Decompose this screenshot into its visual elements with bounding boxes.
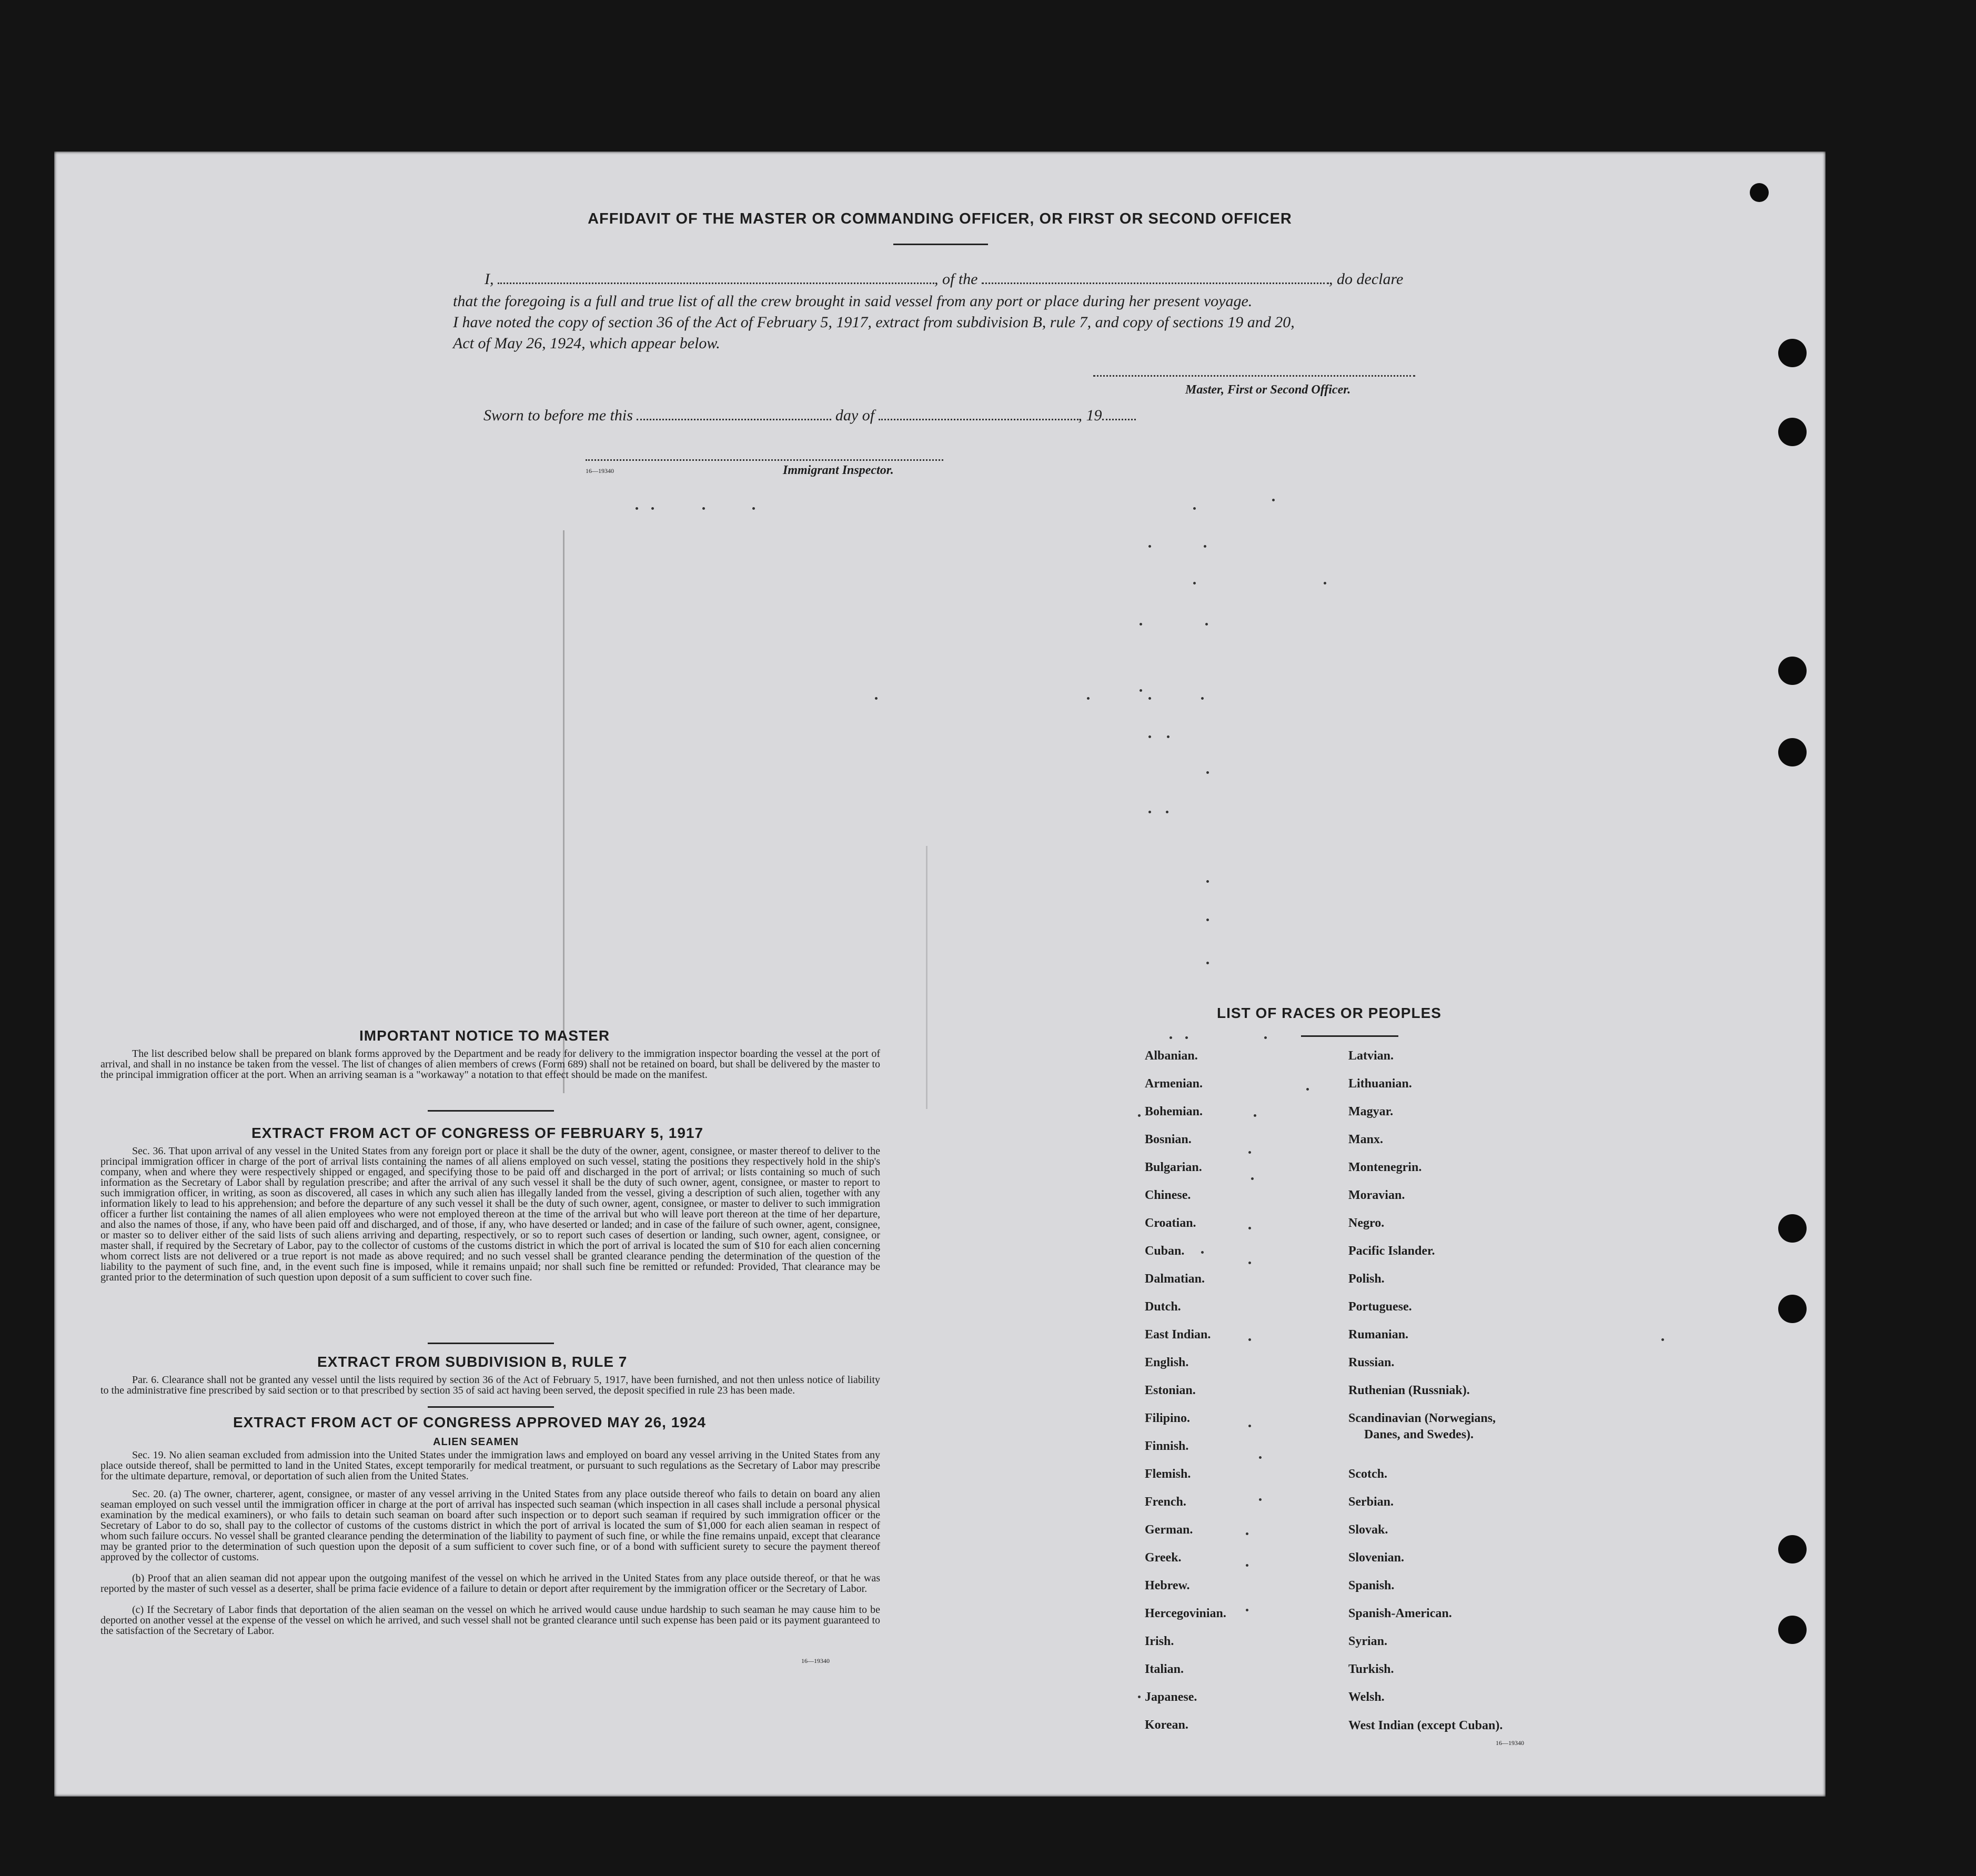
speck	[1264, 1036, 1267, 1039]
notice-title: IMPORTANT NOTICE TO MASTER	[359, 1027, 610, 1044]
speck	[1193, 507, 1196, 510]
race-right: Latvian.	[1348, 1049, 1394, 1063]
speck	[1272, 499, 1275, 501]
rule7-body: Par. 6. Clearance shall not be granted any vessel until the lists required by section 36 of the Act of February 5, 1917, have been furnished, and not then unless notice of liability to the administrative fine prescribed by said section or to that prescribed by section 35 of said act having been served, the deposit specified in rule 23 has been made.	[100, 1374, 880, 1396]
rule7-title: EXTRACT FROM SUBDIVISION B, RULE 7	[317, 1354, 628, 1370]
race-right: Slovenian.	[1348, 1551, 1405, 1565]
speck	[1138, 1696, 1141, 1698]
race-left: Hebrew.	[1145, 1579, 1190, 1592]
race-right: Slovak.	[1348, 1523, 1388, 1537]
speck	[1140, 689, 1142, 692]
of-label: , of the	[934, 270, 978, 288]
speck	[1087, 697, 1090, 700]
race-left: French.	[1145, 1495, 1186, 1509]
race-right: Spanish-American.	[1348, 1607, 1452, 1620]
declarant-name-field[interactable]	[498, 272, 934, 284]
affidavit-line: that the foregoing is a full and true list of all the crew brought in said vessel from any port or place during her present voyage.	[453, 293, 1253, 310]
speck	[1248, 1338, 1251, 1341]
race-left: Japanese.	[1145, 1690, 1197, 1704]
affidavit-line: Act of May 26, 1924, which appear below.	[453, 335, 720, 352]
affidavit-title: AFFIDAVIT OF THE MASTER OR COMMANDING OFFICER, OR FIRST OR SECOND OFFICER	[588, 210, 1292, 227]
speck	[1148, 811, 1151, 813]
race-left: Bohemian.	[1145, 1105, 1203, 1118]
divider	[428, 1343, 554, 1344]
race-right: Turkish.	[1348, 1662, 1394, 1676]
fold-mark	[563, 530, 564, 1093]
race-right: Scotch.	[1348, 1467, 1387, 1481]
speck	[1254, 1114, 1256, 1117]
speck	[1206, 771, 1209, 774]
race-left: Cuban.	[1145, 1244, 1185, 1258]
speck	[1148, 545, 1151, 548]
master-signature-field[interactable]	[1093, 375, 1415, 377]
punch-hole	[1778, 1616, 1807, 1644]
form-number: 16—19340	[801, 1657, 830, 1665]
race-right: Scandinavian (Norwegians,	[1348, 1411, 1496, 1425]
punch-hole	[1778, 657, 1807, 685]
punch-hole	[1778, 1295, 1807, 1323]
race-right: Polish.	[1348, 1272, 1385, 1286]
act1917-body: Sec. 36. That upon arrival of any vessel in the United States from any foreign port or place it shall be the duty of the owner, agent, consignee, or master thereof to deliver to the principal immigration officer in charge of the port of arrival lists containing the names of all aliens employed on such vessel, stating the positions they respectively hold in the ship's company, when and where they were respectively shipped or engaged, and specifying those to be paid off and discharged in the port of arrival; or lists containing so much of such information as the Secretary of Labor shall by regulation prescribe; and after the arrival of any such vessel it shall be the duty of such owner, agent, consignee, or master to report to such immigration officer, in writing, as soon as discovered, all cases in which any such alien has illegally landed from the vessel, giving a description of such alien, together with any information likely to lead to his apprehension; and before the departure of any such vessel it shall be the duty of such owner, agent, consignee, or master to deliver to such immigration officer a further list containing the names of all alien employees who were not employed thereon at the time of the arrival but who will leave port thereon at the time of her departure, and also the names of those, if any, who have been paid off and discharged, and of those, if any, who have deserted or landed; and in case of the failure of such owner, agent, consignee, or master so to deliver either of the said lists of such aliens arriving and departing, respectively, or so to report such cases of desertion or landing, such owner, agent, consignee, or master shall, if required by the Secretary of Labor, pay to the collector of customs of the customs district in which the port of arrival is located the sum of $10 for each alien concerning whom correct lists are not delivered or a true report is not made as above required; and no such vessel shall be granted clearance pending the determination of the question of the liability to the payment of such fine, and, in the event such fine is imposed, while it remains unpaid; nor shall such fine be remitted or refunded: Provided, That clearance may be granted prior to the determination of such question upon deposit of a sum sufficient to cover such fine.	[100, 1145, 880, 1283]
act1917-title: EXTRACT FROM ACT OF CONGRESS OF FEBRUARY 5, 1917	[251, 1125, 704, 1141]
act1924-sec20a: Sec. 20. (a) The owner, charterer, agent, consignee, or master of any vessel arriving in the United States from any place outside thereof who fails to detain on board any alien seaman employed on such vessel until the immigration officer in charge at the port of arrival has inspected such seaman (which inspection in all cases shall include a personal physical examination by the medical examiners), or who fails to detain such seaman on board after such inspection or to deport such seaman if required by such immigration officer or the Secretary of Labor to do so, shall pay to the collector of customs of the customs district in which the port of arrival is located the sum of $1,000 for each alien seaman in respect of whom such failure occurs. No vessel shall be granted clearance pending the determination of the liability to payment of such fine, or while the fine remains unpaid, except that clearance may be granted prior to the determination of such question upon the deposit of a sum sufficient to cover such fine, or of a bond with sufficient surety to secure the payment thereof approved by the collector of customs.	[100, 1488, 880, 1563]
race-left: Croatian.	[1145, 1216, 1196, 1230]
speck	[1167, 735, 1170, 738]
race-left: East Indian.	[1145, 1328, 1211, 1342]
day-of-label: day of	[835, 407, 875, 424]
race-left: Filipino.	[1145, 1411, 1191, 1425]
affidavit-declaration-line	[485, 270, 1403, 288]
punch-hole	[1778, 738, 1807, 766]
race-right: Spanish.	[1348, 1579, 1395, 1592]
speck	[1248, 1262, 1251, 1264]
race-right: Welsh.	[1348, 1690, 1385, 1704]
speck	[1248, 1425, 1251, 1427]
divider	[428, 1406, 554, 1408]
race-left: Italian.	[1145, 1662, 1184, 1676]
notice-body: The list described below shall be prepared on blank forms approved by the Department and be ready for delivery to the immigration inspector boarding the vessel at the port of arrival, and shall in no instance be taken from the vessel. The list of changes of alien members of crews (Form 689) shall not be retained on board, but shall be delivered by the master to the principal immigration officer at the port. When an arriving seaman is a "workaway" a notation to that effect should be made on the manifest.	[100, 1048, 880, 1081]
year-label: , 19	[1078, 407, 1102, 424]
sworn-line	[483, 407, 1136, 425]
race-right: Magyar.	[1348, 1105, 1394, 1118]
race-right: Moravian.	[1348, 1188, 1405, 1202]
speck	[1246, 1609, 1248, 1611]
speck	[1185, 1036, 1188, 1039]
race-left: Flemish.	[1145, 1467, 1191, 1481]
speck	[1251, 1177, 1254, 1180]
speck	[1193, 582, 1196, 584]
punch-hole	[1778, 1535, 1807, 1564]
fold-mark	[926, 846, 927, 1109]
race-right: Syrian.	[1348, 1635, 1388, 1648]
sworn-day-field[interactable]	[637, 408, 831, 420]
race-left: Bosnian.	[1145, 1133, 1192, 1146]
form-number: 16—19340	[586, 467, 614, 475]
race-right: Rumanian.	[1348, 1328, 1409, 1342]
race-left: Finnish.	[1145, 1439, 1189, 1453]
race-left: Estonian.	[1145, 1384, 1196, 1397]
race-left: English.	[1145, 1356, 1189, 1369]
speck	[1246, 1564, 1248, 1567]
speck	[1205, 623, 1208, 626]
speck	[1246, 1532, 1248, 1535]
race-left: Irish.	[1145, 1635, 1174, 1648]
speck	[1138, 1114, 1141, 1117]
race-right: Lithuanian.	[1348, 1077, 1412, 1091]
speck	[1661, 1338, 1664, 1341]
race-left: Chinese.	[1145, 1188, 1191, 1202]
race-right: Ruthenian (Russniak).	[1348, 1384, 1470, 1397]
vessel-name-field[interactable]	[982, 272, 1329, 284]
speck	[752, 507, 755, 510]
race-right: Portuguese.	[1348, 1300, 1412, 1314]
race-left: Albanian.	[1145, 1049, 1198, 1063]
speck	[1248, 1151, 1251, 1154]
punch-hole	[1778, 418, 1807, 446]
race-left: Korean.	[1145, 1718, 1188, 1732]
divider	[428, 1110, 554, 1112]
race-left: Armenian.	[1145, 1077, 1203, 1091]
speck	[1148, 735, 1151, 738]
speck	[651, 507, 654, 510]
speck	[1148, 697, 1151, 700]
sworn-label: Sworn to before me this	[483, 407, 633, 424]
sworn-year-field[interactable]	[1102, 408, 1136, 420]
speck	[1259, 1498, 1262, 1501]
inspector-signature-field[interactable]	[586, 459, 943, 461]
race-right: Negro.	[1348, 1216, 1385, 1230]
speck	[1201, 1251, 1204, 1254]
race-right: Montenegrin.	[1348, 1161, 1422, 1174]
master-signature-label: Master, First or Second Officer.	[1185, 383, 1351, 397]
speck	[1206, 919, 1209, 921]
speck	[1204, 545, 1206, 548]
speck	[1248, 1227, 1251, 1229]
speck	[702, 507, 705, 510]
declarant-label: I,	[485, 270, 494, 288]
speck	[875, 697, 878, 700]
race-left: Dutch.	[1145, 1300, 1181, 1314]
speck	[1259, 1456, 1262, 1459]
speck	[1140, 623, 1142, 626]
race-right: Russian.	[1348, 1356, 1395, 1369]
punch-hole	[1750, 183, 1769, 202]
races-title: LIST OF RACES OR PEOPLES	[1217, 1005, 1441, 1021]
race-left: German.	[1145, 1523, 1193, 1537]
speck	[1170, 1036, 1172, 1039]
race-left: Bulgarian.	[1145, 1161, 1202, 1174]
race-left: Hercegovinian.	[1145, 1607, 1226, 1620]
act1924-title: EXTRACT FROM ACT OF CONGRESS APPROVED MAY 26, 1924	[233, 1414, 706, 1430]
speck	[1206, 880, 1209, 883]
divider	[1301, 1035, 1398, 1037]
form-number: 16—19340	[1496, 1739, 1524, 1747]
document-sheet	[54, 152, 1826, 1797]
speck	[1324, 582, 1326, 584]
race-right: Pacific Islander.	[1348, 1244, 1435, 1258]
speck	[1206, 962, 1209, 964]
speck	[1201, 697, 1204, 700]
race-right: West Indian (except Cuban).	[1348, 1719, 1503, 1732]
act1924-subtitle: ALIEN SEAMEN	[433, 1436, 519, 1448]
punch-hole	[1778, 1214, 1807, 1243]
sworn-month-field[interactable]	[879, 408, 1078, 420]
act1924-sec20b: (b) Proof that an alien seaman did not appear upon the outgoing manifest of the vessel on which he arrived in the United States from any place outside thereof, or that he was reported by the master of such vessel as a deserter, shall be prima facie evidence of a failure to detain or deport after requirement by the immigration officer or the Secretary of Labor.	[100, 1572, 880, 1595]
speck	[1306, 1088, 1309, 1091]
act1924-sec19: Sec. 19. No alien seaman excluded from admission into the United States under the immigration laws and employed on board any vessel arriving in the United States from any place outside thereof, shall be permitted to land in the United States, except temporarily for medical treatment, or pursuant to such regulations as the Secretary of Labor may prescribe for the ultimate departure, removal, or deportation of such alien from the United States.	[100, 1449, 880, 1482]
punch-hole	[1778, 339, 1807, 367]
race-right: Manx.	[1348, 1133, 1383, 1146]
race-right-continued: Danes, and Swedes).	[1364, 1428, 1474, 1441]
race-left: Dalmatian.	[1145, 1272, 1205, 1286]
declare-label: , do declare	[1329, 270, 1404, 288]
inspector-label: Immigrant Inspector.	[783, 463, 894, 477]
speck	[636, 507, 638, 510]
speck	[1166, 811, 1168, 813]
race-right: Serbian.	[1348, 1495, 1394, 1509]
divider	[893, 244, 988, 245]
affidavit-line: I have noted the copy of section 36 of the Act of February 5, 1917, extract from subdivision B, rule 7, and copy of sections 19 and 20,	[453, 314, 1295, 331]
act1924-sec20c: (c) If the Secretary of Labor finds that deportation of the alien seaman on the vessel on which he arrived would cause undue hardship to such seaman he may cause him to be deported on another vessel at the expense of the vessel on which he arrived, and such vessel shall not be granted clearance until such expense has been paid or its payment guaranteed to the satisfaction of the Secretary of Labor.	[100, 1604, 880, 1637]
race-left: Greek.	[1145, 1551, 1182, 1565]
